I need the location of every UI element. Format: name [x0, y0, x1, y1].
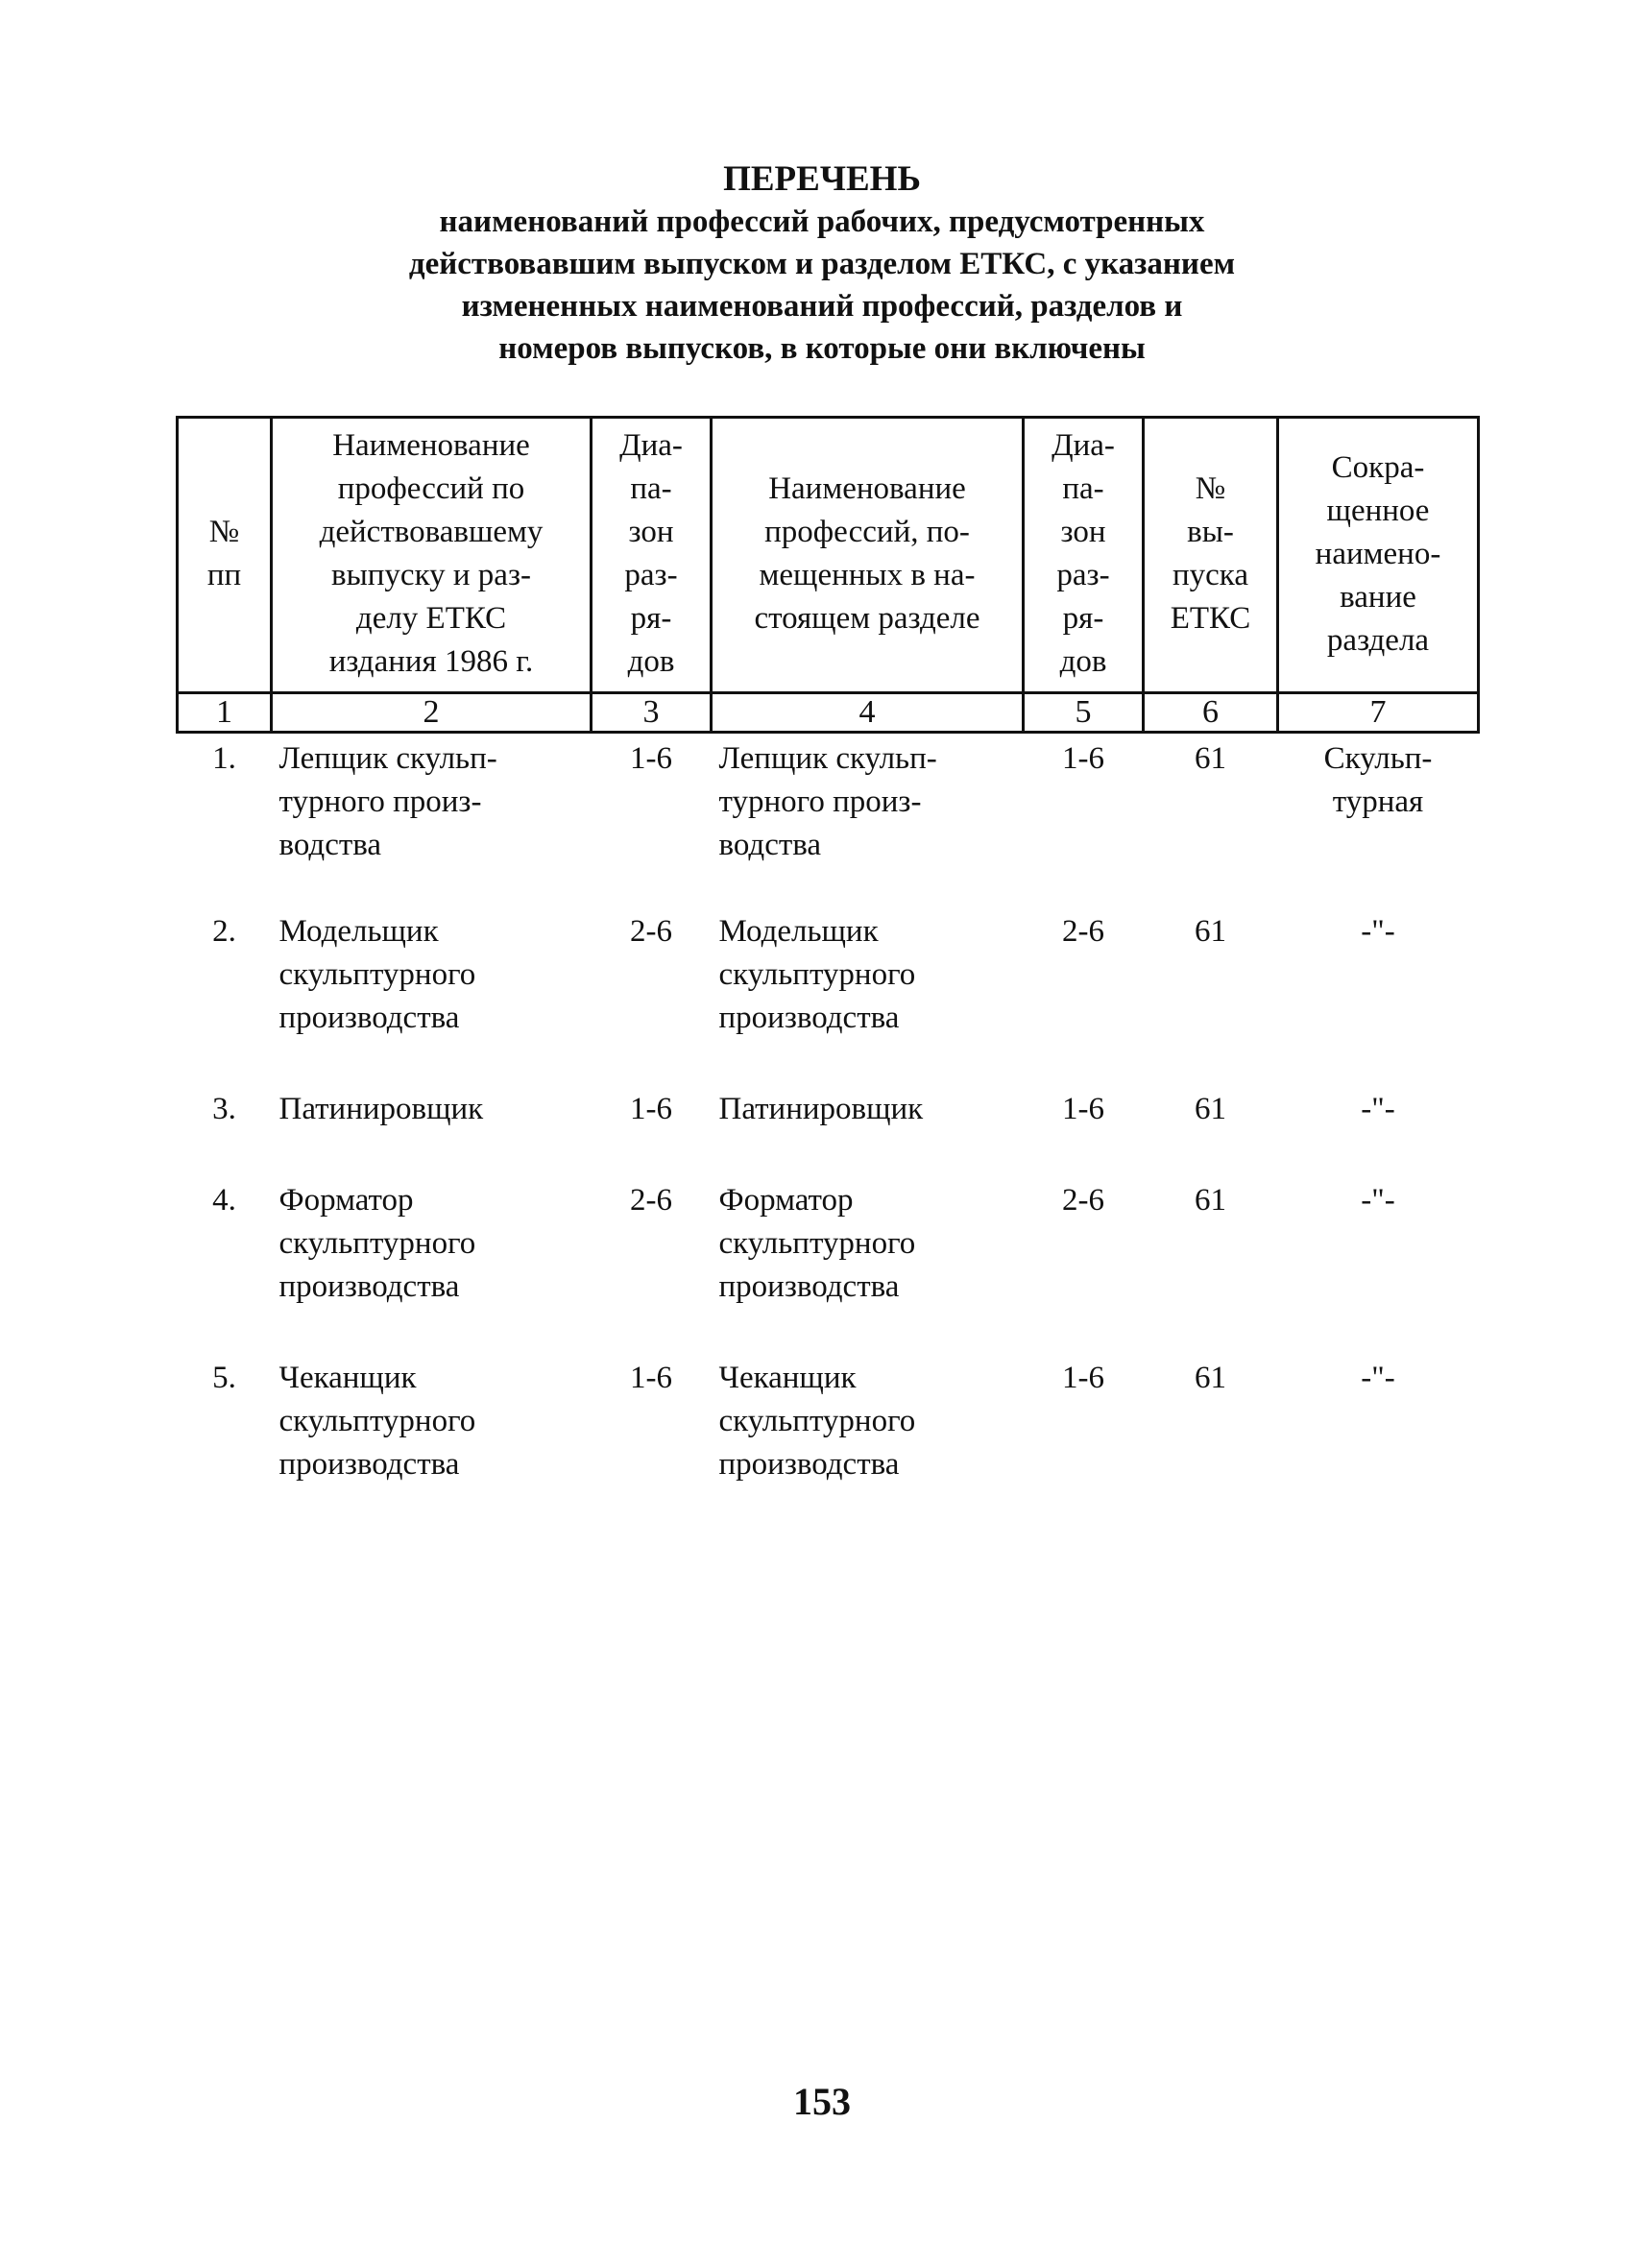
title-line: измененных наименований профессий, разделов и: [461, 289, 1183, 324]
row-number: 3.: [212, 1092, 236, 1126]
column-number: 1: [178, 693, 272, 733]
new-grade-range: 1-6: [1062, 1361, 1104, 1395]
etks-issue-number: 61: [1195, 1183, 1226, 1218]
new-profession-name: Чеканщик скульптурного производства: [718, 1361, 916, 1482]
section-short-name: -"-: [1361, 1361, 1395, 1395]
etks-issue-number: 61: [1195, 1361, 1226, 1395]
new-grade-range: 1-6: [1062, 741, 1104, 776]
column-number: 4: [712, 693, 1024, 733]
header-old-range: Диа- па- зон раз- ря- дов: [592, 418, 712, 693]
header-section: Сокра- щенное наимено- вание раздела: [1278, 418, 1479, 693]
etks-issue-number: 61: [1195, 914, 1226, 949]
old-grade-range: 2-6: [630, 914, 672, 949]
row-number: 4.: [212, 1183, 236, 1218]
document-title: [0, 158, 1644, 370]
column-number: 2: [272, 693, 592, 733]
table-row: [178, 1353, 1479, 1491]
table-row: [178, 733, 1479, 907]
etks-issue-number: 61: [1195, 1092, 1226, 1126]
title-line: действовавшим выпуском и разделом ЕТКС, с указанием: [408, 247, 1236, 281]
row-number: 1.: [212, 741, 236, 776]
header-issue: № вы- пуска ЕТКС: [1144, 418, 1278, 693]
old-profession-name: Патинировщик: [278, 1092, 484, 1126]
new-profession-name: Патинировщик: [718, 1092, 924, 1126]
header-new-name: Наименование профессий, по- мещенных в на- стоящем разделе: [712, 418, 1024, 693]
table-row: [178, 1084, 1479, 1175]
section-short-name: -"-: [1361, 914, 1395, 949]
row-number: 5.: [212, 1361, 236, 1395]
header-old-name: Наименование профессий по действовавшему выпуску и раз- делу ЕТКС издания 1986 г.: [272, 418, 592, 693]
professions-table: [176, 416, 1480, 1491]
section-short-name: -"-: [1361, 1183, 1395, 1218]
column-number: 7: [1278, 693, 1479, 733]
title-heading: ПЕРЕЧЕНЬ: [723, 159, 921, 199]
title-subtitle: [0, 201, 1644, 370]
new-grade-range: 2-6: [1062, 914, 1104, 949]
section-short-name: -"-: [1361, 1092, 1395, 1126]
old-profession-name: Чеканщик скульптурного производства: [278, 1361, 476, 1482]
old-grade-range: 1-6: [630, 1092, 672, 1126]
old-profession-name: Форматор скульптурного производства: [278, 1183, 476, 1304]
old-grade-range: 1-6: [630, 1361, 672, 1395]
old-grade-range: 2-6: [630, 1183, 672, 1218]
row-number: 2.: [212, 914, 236, 949]
new-profession-name: Форматор скульптурного производства: [718, 1183, 916, 1304]
header-new-range: Диа- па- зон раз- ря- дов: [1024, 418, 1144, 693]
section-short-name: Скульп- турная: [1323, 741, 1433, 819]
new-grade-range: 2-6: [1062, 1183, 1104, 1218]
title-line: наименований профессий рабочих, предусмотренных: [439, 205, 1205, 239]
title-line: номеров выпусков, в которые они включены: [498, 331, 1146, 366]
column-number: 5: [1024, 693, 1144, 733]
old-profession-name: Лепщик скульп- турного произ- водства: [278, 741, 497, 862]
etks-issue-number: 61: [1195, 741, 1226, 776]
header-number: № пп: [178, 418, 272, 693]
table-header-row: [178, 418, 1479, 693]
column-number: 3: [592, 693, 712, 733]
page-number: 153: [793, 2080, 851, 2123]
column-number: 6: [1144, 693, 1278, 733]
column-number-row: [178, 693, 1479, 733]
table-row: [178, 906, 1479, 1084]
table-row: [178, 1175, 1479, 1353]
new-grade-range: 1-6: [1062, 1092, 1104, 1126]
new-profession-name: Лепщик скульп- турного произ- водства: [718, 741, 937, 862]
new-profession-name: Модельщик скульптурного производства: [718, 914, 916, 1035]
old-grade-range: 1-6: [630, 741, 672, 776]
old-profession-name: Модельщик скульптурного производства: [278, 914, 476, 1035]
